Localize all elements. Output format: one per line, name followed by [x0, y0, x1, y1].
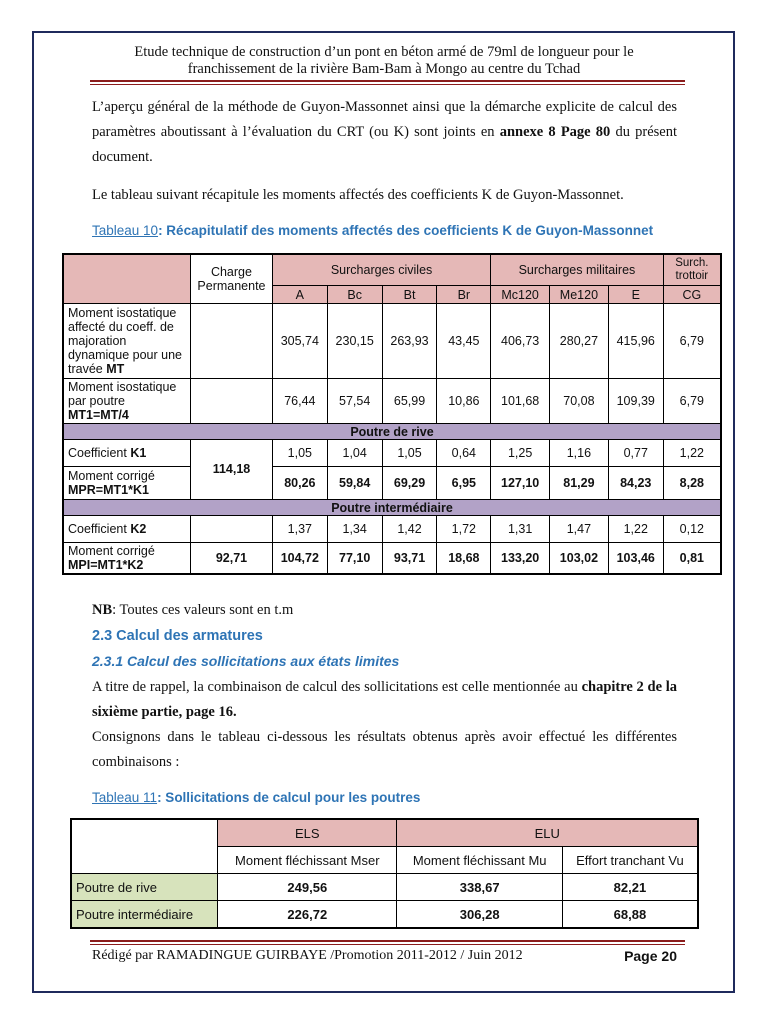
table-cell: 81,29 — [550, 467, 609, 500]
table-cell: 1,47 — [550, 516, 609, 543]
table-cell: 263,93 — [382, 304, 437, 379]
table-cell: 0,12 — [663, 516, 721, 543]
table-cell: 10,86 — [437, 379, 491, 424]
table-cell: 0,81 — [663, 543, 721, 575]
table-cell: 1,42 — [382, 516, 437, 543]
table-cell: 133,20 — [491, 543, 550, 575]
table-cell: 1,04 — [327, 440, 382, 467]
table-cell: 80,26 — [272, 467, 327, 500]
table-corner — [71, 819, 218, 874]
table-cell: 76,44 — [272, 379, 327, 424]
table-cell: 0,77 — [608, 440, 663, 467]
table-row — [63, 516, 721, 543]
table-row — [63, 379, 721, 424]
col-header: Bc — [327, 286, 382, 304]
table-cell: 127,10 — [491, 467, 550, 500]
table-cell: 1,31 — [491, 516, 550, 543]
table-cell: 104,72 — [272, 543, 327, 575]
section-heading-2-3: 2.3 Calcul des armatures — [92, 628, 263, 644]
table-cell — [191, 516, 273, 543]
table-cell: 1,22 — [608, 516, 663, 543]
header-surcharges-civiles: Surcharges civiles — [272, 254, 490, 286]
table-sollicitations — [70, 818, 699, 929]
table-cell: 1,22 — [663, 440, 721, 467]
table-cell: 1,05 — [382, 440, 437, 467]
col-header: Bt — [382, 286, 437, 304]
table-cell: 415,96 — [608, 304, 663, 379]
table-cell: 65,99 — [382, 379, 437, 424]
row-label: Moment isostatique par poutre MT1=MT/4 — [63, 379, 191, 424]
table-cell: 6,95 — [437, 467, 491, 500]
table-cell: 306,28 — [397, 901, 562, 929]
table-cell: 43,45 — [437, 304, 491, 379]
col-header: Br — [437, 286, 491, 304]
paragraph-consignons: Consignons dans le tableau ci-dessous les résultats obtenus après avoir effectué les différentes combinaisons : — [92, 729, 677, 770]
table-cell: 406,73 — [491, 304, 550, 379]
table-cell: 230,15 — [327, 304, 382, 379]
table-cell: 103,46 — [608, 543, 663, 575]
running-header — [60, 44, 708, 78]
table-cell — [191, 379, 273, 424]
col-header: E — [608, 286, 663, 304]
section-poutre-de-rive: Poutre de rive — [63, 424, 721, 440]
table-cell: 68,88 — [562, 901, 698, 929]
row-label: Poutre intermédiaire — [71, 901, 218, 929]
table-cell: 1,37 — [272, 516, 327, 543]
table-cell: 82,21 — [562, 874, 698, 901]
table-cell: 305,74 — [272, 304, 327, 379]
header-surcharges-militaires: Surcharges militaires — [491, 254, 663, 286]
table-cell: 280,27 — [550, 304, 609, 379]
table-moments-k — [62, 253, 722, 575]
footer-author: Rédigé par RAMADINGUE GUIRBAYE /Promotion 2011-2012 / Juin 2012 — [92, 948, 523, 963]
header-line-2: franchissement de la rivière Bam-Bam à Mongo au centre du Tchad — [187, 61, 581, 77]
footer-rule-thin — [90, 944, 685, 945]
intro-paragraph: L’aperçu général de la méthode de Guyon-Massonnet ainsi que la démarche explicite de calcul des paramètres aboutissant à l’évaluation du CRT (ou K) sont joints en annexe 8 Page 80 du présent document. — [92, 99, 677, 165]
footer — [92, 948, 677, 964]
page-number: Page 20 — [624, 948, 677, 964]
table-cell: 1,05 — [272, 440, 327, 467]
header-elu: ELU — [397, 819, 698, 847]
paragraph-rappel: A titre de rappel, la combinaison de calcul des sollicitations est celle mentionnée au chapitre 2 de la sixième partie, page 16. — [92, 679, 677, 720]
table-cell: 6,79 — [663, 379, 721, 424]
table-cell: 70,08 — [550, 379, 609, 424]
table-cell: 1,72 — [437, 516, 491, 543]
note: NB: Toutes ces valeurs sont en t.m — [92, 602, 294, 618]
header-line-1: Etude technique de construction d’un pont en béton armé de 79ml de longueur pour le — [134, 44, 634, 60]
header-rule-thin — [90, 84, 685, 85]
table-row — [63, 467, 721, 500]
charge-permanente-rive: 114,18 — [191, 440, 273, 500]
row-label: Moment corrigé MPI=MT1*K2 — [63, 543, 191, 575]
table-row — [63, 543, 721, 575]
table-cell — [191, 304, 273, 379]
row-label: Coefficient K1 — [63, 440, 191, 467]
table-row — [63, 440, 721, 467]
table-cell: 93,71 — [382, 543, 437, 575]
table-cell: 101,68 — [491, 379, 550, 424]
table-cell: 84,23 — [608, 467, 663, 500]
header-surcharge-trottoir: Surch. trottoir — [663, 254, 721, 286]
header-els: ELS — [218, 819, 397, 847]
table-cell: 249,56 — [218, 874, 397, 901]
table-cell: 18,68 — [437, 543, 491, 575]
table11-caption: Tableau 11: Sollicitations de calcul pour les poutres — [92, 790, 421, 805]
col-header: Me120 — [550, 286, 609, 304]
table-cell: 8,28 — [663, 467, 721, 500]
row-label: Moment corrigé MPR=MT1*K1 — [63, 467, 191, 500]
charge-permanente-intermediaire: 92,71 — [191, 543, 273, 575]
table-cell: 77,10 — [327, 543, 382, 575]
col-header: CG — [663, 286, 721, 304]
col-header: Mc120 — [491, 286, 550, 304]
table-cell: 59,84 — [327, 467, 382, 500]
col-header: A — [272, 286, 327, 304]
row-label: Coefficient K2 — [63, 516, 191, 543]
table-cell: 69,29 — [382, 467, 437, 500]
table-cell: 0,64 — [437, 440, 491, 467]
table10-caption: Tableau 10: Récapitulatif des moments affectés des coefficients K de Guyon-Massonnet — [92, 223, 654, 238]
row-label: Moment isostatique affecté du coeff. de majoration dynamique pour une travée MT — [63, 304, 191, 379]
table-cell: 1,34 — [327, 516, 382, 543]
table-cell: 338,67 — [397, 874, 562, 901]
section-heading-2-3-1: 2.3.1 Calcul des sollicitations aux états limites — [92, 653, 400, 669]
row-label: Poutre de rive — [71, 874, 218, 901]
header-charge-permanente: Charge Permanente — [191, 254, 273, 304]
col-header: Moment fléchissant Mser — [218, 847, 397, 874]
col-header: Effort tranchant Vu — [562, 847, 698, 874]
table-cell: 6,79 — [663, 304, 721, 379]
intro-paragraph-2: Le tableau suivant récapitule les moments affectés des coefficients K de Guyon-Massonnet. — [92, 187, 624, 203]
table-cell: 103,02 — [550, 543, 609, 575]
table-cell: 109,39 — [608, 379, 663, 424]
header-rule — [90, 80, 685, 82]
col-header: Moment fléchissant Mu — [397, 847, 562, 874]
table-row — [71, 874, 698, 901]
table-cell: 57,54 — [327, 379, 382, 424]
table-row — [63, 304, 721, 379]
section-poutre-intermediaire: Poutre intermédiaire — [63, 500, 721, 516]
table-row — [71, 901, 698, 929]
table-cell: 226,72 — [218, 901, 397, 929]
table-corner — [63, 254, 191, 304]
table-cell: 1,25 — [491, 440, 550, 467]
footer-rule — [90, 940, 685, 942]
table-cell: 1,16 — [550, 440, 609, 467]
